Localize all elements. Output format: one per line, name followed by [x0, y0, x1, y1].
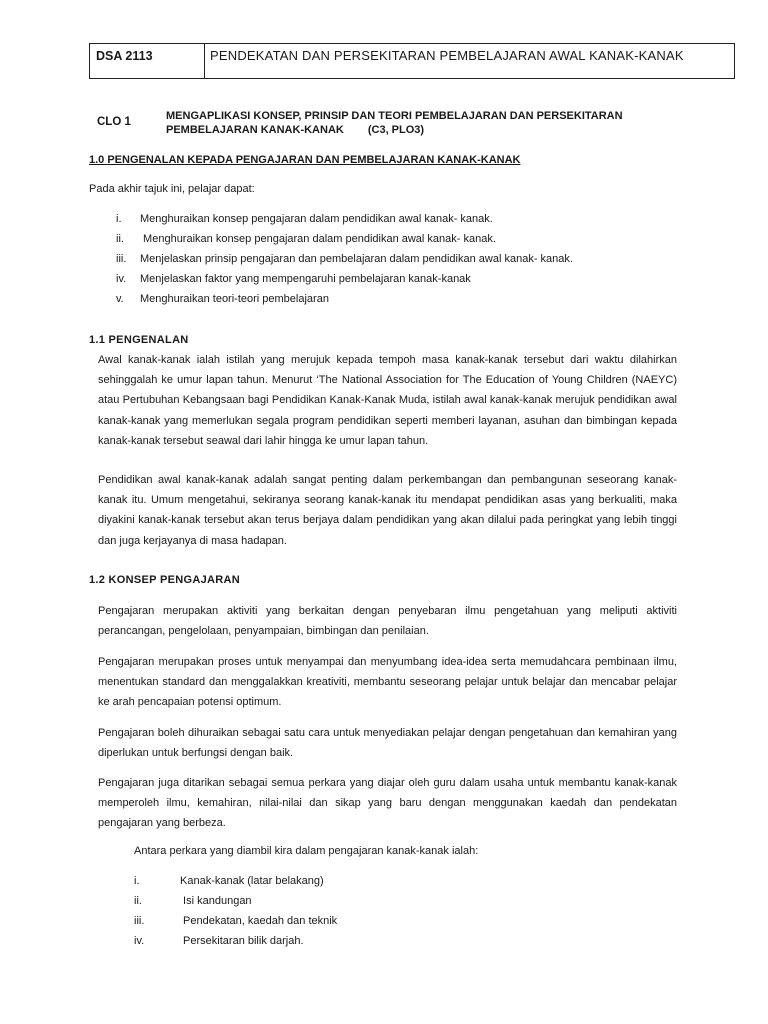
clo-tag: (C3, PLO3)	[367, 124, 425, 136]
objectives-list	[116, 213, 676, 313]
list-number: iii.	[134, 915, 145, 927]
list-number: ii.	[116, 233, 124, 245]
list-number: v.	[116, 293, 124, 305]
list-text: Pendekatan, kaedah dan teknik	[180, 915, 338, 927]
list-number: ii.	[134, 895, 142, 907]
list-text: Menghuraikan teori-teori pembelajaran	[140, 293, 329, 305]
list-number: iv.	[134, 935, 145, 947]
objectives-intro: Pada akhir tajuk ini, pelajar dapat:	[89, 183, 255, 195]
clo-label: CLO 1	[97, 116, 131, 128]
list-item	[116, 273, 676, 293]
list-number: i.	[134, 875, 140, 887]
list-text: Menjelaskan faktor yang mempengaruhi pembelajaran kanak-kanak	[140, 273, 471, 285]
clo-description	[166, 109, 666, 137]
list-text: Menghuraikan konsep pengajaran dalam pendidikan awal kanak- kanak.	[140, 213, 493, 225]
paragraph-1-2-d: Pengajaran juga ditarikan sebagai semua perkara yang diajar oleh guru dalam usaha untuk membantu kanak-kanak memperoleh ilmu, kemahiran, nilai-nilai dan sikap yang baru dengan menggunakan kaedah dan pendekatan pengajaran yang berbeza.	[98, 777, 677, 830]
heading-1-2: 1.2 KONSEP PENGAJARAN	[89, 574, 240, 586]
list-item	[134, 895, 534, 915]
list-number: i.	[116, 213, 122, 225]
paragraph-1-2-b: Pengajaran merupakan proses untuk menyampai dan menyumbang idea-idea serta memudahcara pembinaan ilmu, menentukan standard dan menggalakkan kreativiti, membantu seseorang pelajar untuk belajar dan mencabar pelajar ke arah pencapaian potensi optimum.	[98, 656, 677, 709]
section-title: 1.0 PENGENALAN KEPADA PENGAJARAN DAN PEMBELAJARAN KANAK-KANAK	[89, 154, 521, 166]
list-item	[116, 213, 676, 233]
list-text: Isi kandungan	[180, 895, 252, 907]
course-code: DSA 2113	[90, 44, 205, 78]
course-header-table	[89, 43, 735, 79]
list-item	[116, 293, 676, 313]
considerations-intro: Antara perkara yang diambil kira dalam pengajaran kanak-kanak ialah:	[134, 845, 479, 857]
list-text: Kanak-kanak (latar belakang)	[180, 875, 324, 887]
paragraph-1-2-a: Pengajaran merupakan aktiviti yang berkaitan dengan penyebaran ilmu pengetahuan yang meliputi aktiviti perancangan, pengelolaan, penyampaian, bimbingan dan penilaian.	[98, 605, 677, 638]
considerations-list	[134, 875, 534, 955]
list-text: Menghuraikan konsep pengajaran dalam pendidikan awal kanak- kanak.	[140, 233, 496, 245]
paragraph-1-1-b: Pendidikan awal kanak-kanak adalah sangat penting dalam perkembangan dan pembangunan seseorang kanak-kanak itu. Umum mengetahui, sekiranya seorang kanak-kanak itu mendapat pendidikan asas yang berkualiti, maka diyakini kanak-kanak tersebut akan terus berjaya dalam pendidikan yang akan dilalui pada peringkat yang lebih tinggi dan juga kerjayanya di masa hadapan.	[98, 474, 677, 547]
list-item	[116, 253, 676, 273]
list-item	[134, 935, 534, 955]
list-item	[134, 875, 534, 895]
heading-1-1: 1.1 PENGENALAN	[89, 334, 189, 346]
paragraph-1-2-c: Pengajaran boleh dihuraikan sebagai satu cara untuk menyediakan pelajar dengan pengetahuan dan kemahiran yang diperlukan untuk berfungsi dengan baik.	[98, 727, 677, 760]
clo-line-1: MENGAPLIKASI KONSEP, PRINSIP DAN TEORI PEMBELAJARAN DAN PERSEKITARAN	[166, 110, 623, 122]
clo-line-2	[166, 123, 666, 137]
list-text: Menjelaskan prinsip pengajaran dan pembelajaran dalam pendidikan awal kanak- kanak.	[140, 253, 573, 265]
clo-line-2-text: PEMBELAJARAN KANAK-KANAK	[166, 124, 344, 136]
list-text: Persekitaran bilik darjah.	[180, 935, 304, 947]
list-number: iii.	[116, 253, 127, 265]
list-item	[116, 233, 676, 253]
list-number: iv.	[116, 273, 127, 285]
course-title: PENDEKATAN DAN PERSEKITARAN PEMBELAJARAN AWAL KANAK-KANAK	[210, 48, 684, 63]
list-item	[134, 915, 534, 935]
paragraph-1-1-a: Awal kanak-kanak ialah istilah yang merujuk kepada tempoh masa kanak-kanak tersebut dari waktu dilahirkan sehinggalah ke umur lapan tahun. Menurut ‘The National Association for The Education of Young Children (NAEYC) atau Pertubuhan Kebangsaan bagi Pendidikan Kanak-Kanak Muda, istilah awal kanak-kanak merujuk pendidikan awal kanak-kanak yang memerlukan segala program pendidikan seperti memberi layanan, asuhan dan bimbingan kepada kanak-kanak tersebut seawal dari lahir hingga ke umur lapan tahun.	[98, 354, 677, 447]
